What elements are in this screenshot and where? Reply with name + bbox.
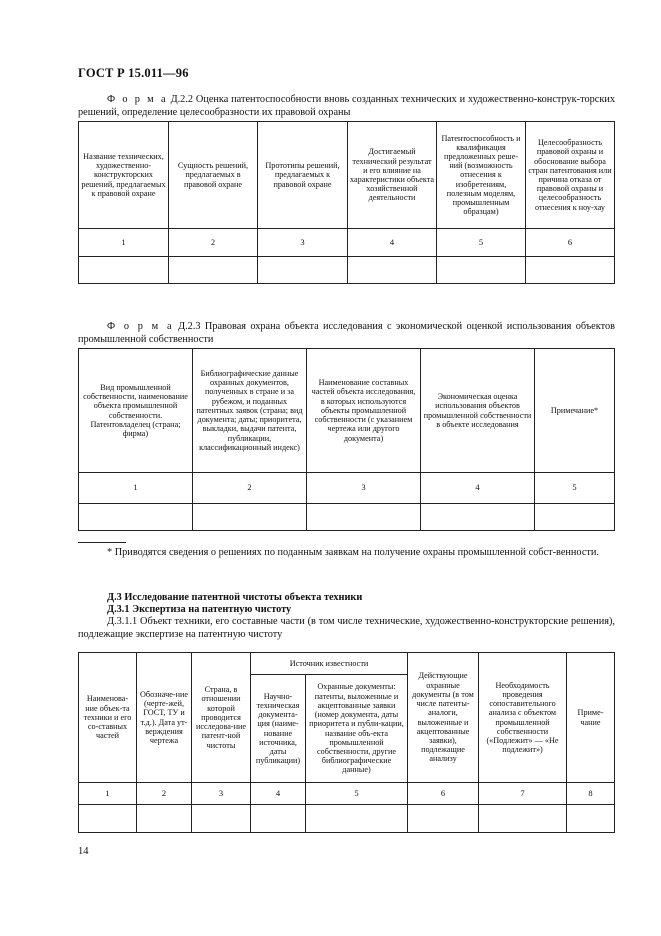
form-d23-empty-cell: [535, 504, 615, 531]
form-d22-empty-cell: [258, 257, 348, 284]
table3-num-5: 5: [306, 783, 408, 805]
table3-empty-cell: [306, 805, 408, 833]
section-d3-heading: Д.3 Исследование патентной чистоты объекта техники: [107, 592, 363, 603]
form-d22-col-3-header: Прототипы решений, предлагаемых к правовой охране: [258, 122, 348, 229]
page-header: ГОСТ Р 15.011—96: [78, 66, 189, 80]
table3-num-1: 1: [79, 783, 137, 805]
form-d23-col-3-header: Наименование составных частей объекта исследования, в которых используются объекты промышленной собственности (с указанием чертежа или другого документа): [307, 349, 421, 473]
section-d31-heading: Д.3.1 Экспертиза на патентную чистоту: [107, 604, 292, 615]
table3-num-4: 4: [251, 783, 306, 805]
table3-col-5-header: Охранные документы: патенты, выложенные и акцептованные заявки (номер документа, даты приоритета и публи-кации, название объ-екта промышленной собственности, другие библиографические данные): [306, 675, 408, 783]
form-d23-num-4: 4: [421, 473, 535, 504]
form-d23-empty-cell: [79, 504, 193, 531]
table3-col-4-header: Научно-техническая документа-ция (наиме-нование источника, даты публикации): [251, 675, 306, 783]
form-d23-form-word: Ф о р м а: [107, 321, 174, 332]
footnote-rule: [78, 542, 126, 543]
table3-num-2: 2: [137, 783, 192, 805]
form-d22-col-4-header: Достигаемый технический результат и его влияние на характеристики объекта хозяйственной деятельности: [348, 122, 437, 229]
form-d23-num-2: 2: [193, 473, 307, 504]
table3-empty-cell: [192, 805, 251, 833]
table3-num-6: 6: [408, 783, 479, 805]
form-d22-col-1-header: Название технических, художественно-конструкторских решений, предлагаемых к правовой охране: [79, 122, 169, 229]
table3-empty-cell: [79, 805, 137, 833]
form-d23-col-2-header: Библиографические данные охранных документов, полученных в стране и за рубежом, и поданных патентных заявок (страна; вид документа; даты; приоритета, выкладки, выдачи патента, публикации, классификационный индекс): [193, 349, 307, 473]
table3-col-8-header: Приме-чание: [567, 653, 615, 783]
form-d22-empty-cell: [169, 257, 258, 284]
form-d22-num-5: 5: [437, 229, 526, 257]
form-d23-col-5-header: Примечание*: [535, 349, 615, 473]
form-d22-num-4: 4: [348, 229, 437, 257]
form-d23-num-5: 5: [535, 473, 615, 504]
table3-col-2-header: Обозначе-ние (черте-жей, ГОСТ, ТУ и т.д.). Дата ут-верждения чертежа: [137, 653, 192, 783]
form-d23-num-3: 3: [307, 473, 421, 504]
table3-num-7: 7: [479, 783, 567, 805]
form-d23-empty-cell: [307, 504, 421, 531]
form-d22-empty-cell: [526, 257, 615, 284]
form-d22-num-6: 6: [526, 229, 615, 257]
table3-empty-cell: [567, 805, 615, 833]
footnote: * Приводятся сведения о решениях по поданным заявкам на получение охраны промышленной собст-венности.: [107, 547, 599, 558]
form-d22-col-2-header: Сущность решений, предлагаемых в правовой охране: [169, 122, 258, 229]
patent-purity-table: [78, 652, 615, 833]
form-d22-col-6-header: Целесообразность правовой охраны и обоснование выбора стран патентования или причина отказа от правовой охраны и целесообразность отнесения к ноу-хау: [526, 122, 615, 229]
form-d23-empty-cell: [421, 504, 535, 531]
page-number: 14: [78, 846, 89, 857]
form-d22-col-5-header: Патентоспособность и квалификация предложенных реше-ний (возможность отнесения к изобретениям, полезным моделям, промышленным образцам): [437, 122, 526, 229]
form-d23-table: [78, 348, 615, 531]
table3-col-6-header: Действующие охранные документы (в том числе патенты-аналоги, выложенные и акцептованные заявки), подлежащие анализу: [408, 653, 479, 783]
form-d22-num-1: 1: [79, 229, 169, 257]
form-d23-col-4-header: Экономическая оценка использования объектов промышленной собственности в объекте исследования: [421, 349, 535, 473]
form-d23-title-text: Д.2.3 Правовая охрана объекта исследования с экономической оценкой использования объектов промышленной собственности: [78, 321, 615, 345]
table3-empty-cell: [137, 805, 192, 833]
form-d23-title: [78, 321, 615, 346]
table3-empty-cell: [408, 805, 479, 833]
form-d22-empty-cell: [79, 257, 169, 284]
table3-empty-cell: [479, 805, 567, 833]
table3-num-3: 3: [192, 783, 251, 805]
table3-group-header: Источник известности: [251, 653, 408, 675]
table3-col-3-header: Страна, в отношении которой проводится исследова-ние патент-ной чистоты: [192, 653, 251, 783]
form-d22-num-3: 3: [258, 229, 348, 257]
form-d22-title-text: Д.2.2 Оценка патентоспособности вновь созданных технических и художественно-конструк-торских решений, определение целесообразности их правовой охраны: [78, 94, 615, 118]
table3-num-8: 8: [567, 783, 615, 805]
paragraph-d311: Д.3.1.1 Объект техники, его составные части (в том числе технические, художественно-конструкторские решения), подлежащие экспертизе на патентную чистоту: [78, 616, 615, 640]
table3-col-1-header: Наименова-ние объек-та техники и его со-ставных частей: [79, 653, 137, 783]
table3-empty-cell: [251, 805, 306, 833]
form-d22-form-word: Ф о р м а: [107, 94, 168, 105]
table3-col-7-header: Необходимость проведения сопоставительного анализа с объектом промышленной собственности («Подлежит» — «Не подлежит»): [479, 653, 567, 783]
form-d23-num-1: 1: [79, 473, 193, 504]
form-d23-col-1-header: Вид промышленной собственности, наименование объекта промышленной собственности. Патентовладелец (страна; фирма): [79, 349, 193, 473]
form-d23-empty-cell: [193, 504, 307, 531]
form-d22-empty-cell: [437, 257, 526, 284]
form-d22-title: [78, 94, 615, 119]
form-d22-empty-cell: [348, 257, 437, 284]
form-d22-num-2: 2: [169, 229, 258, 257]
form-d22-table: [78, 121, 615, 284]
